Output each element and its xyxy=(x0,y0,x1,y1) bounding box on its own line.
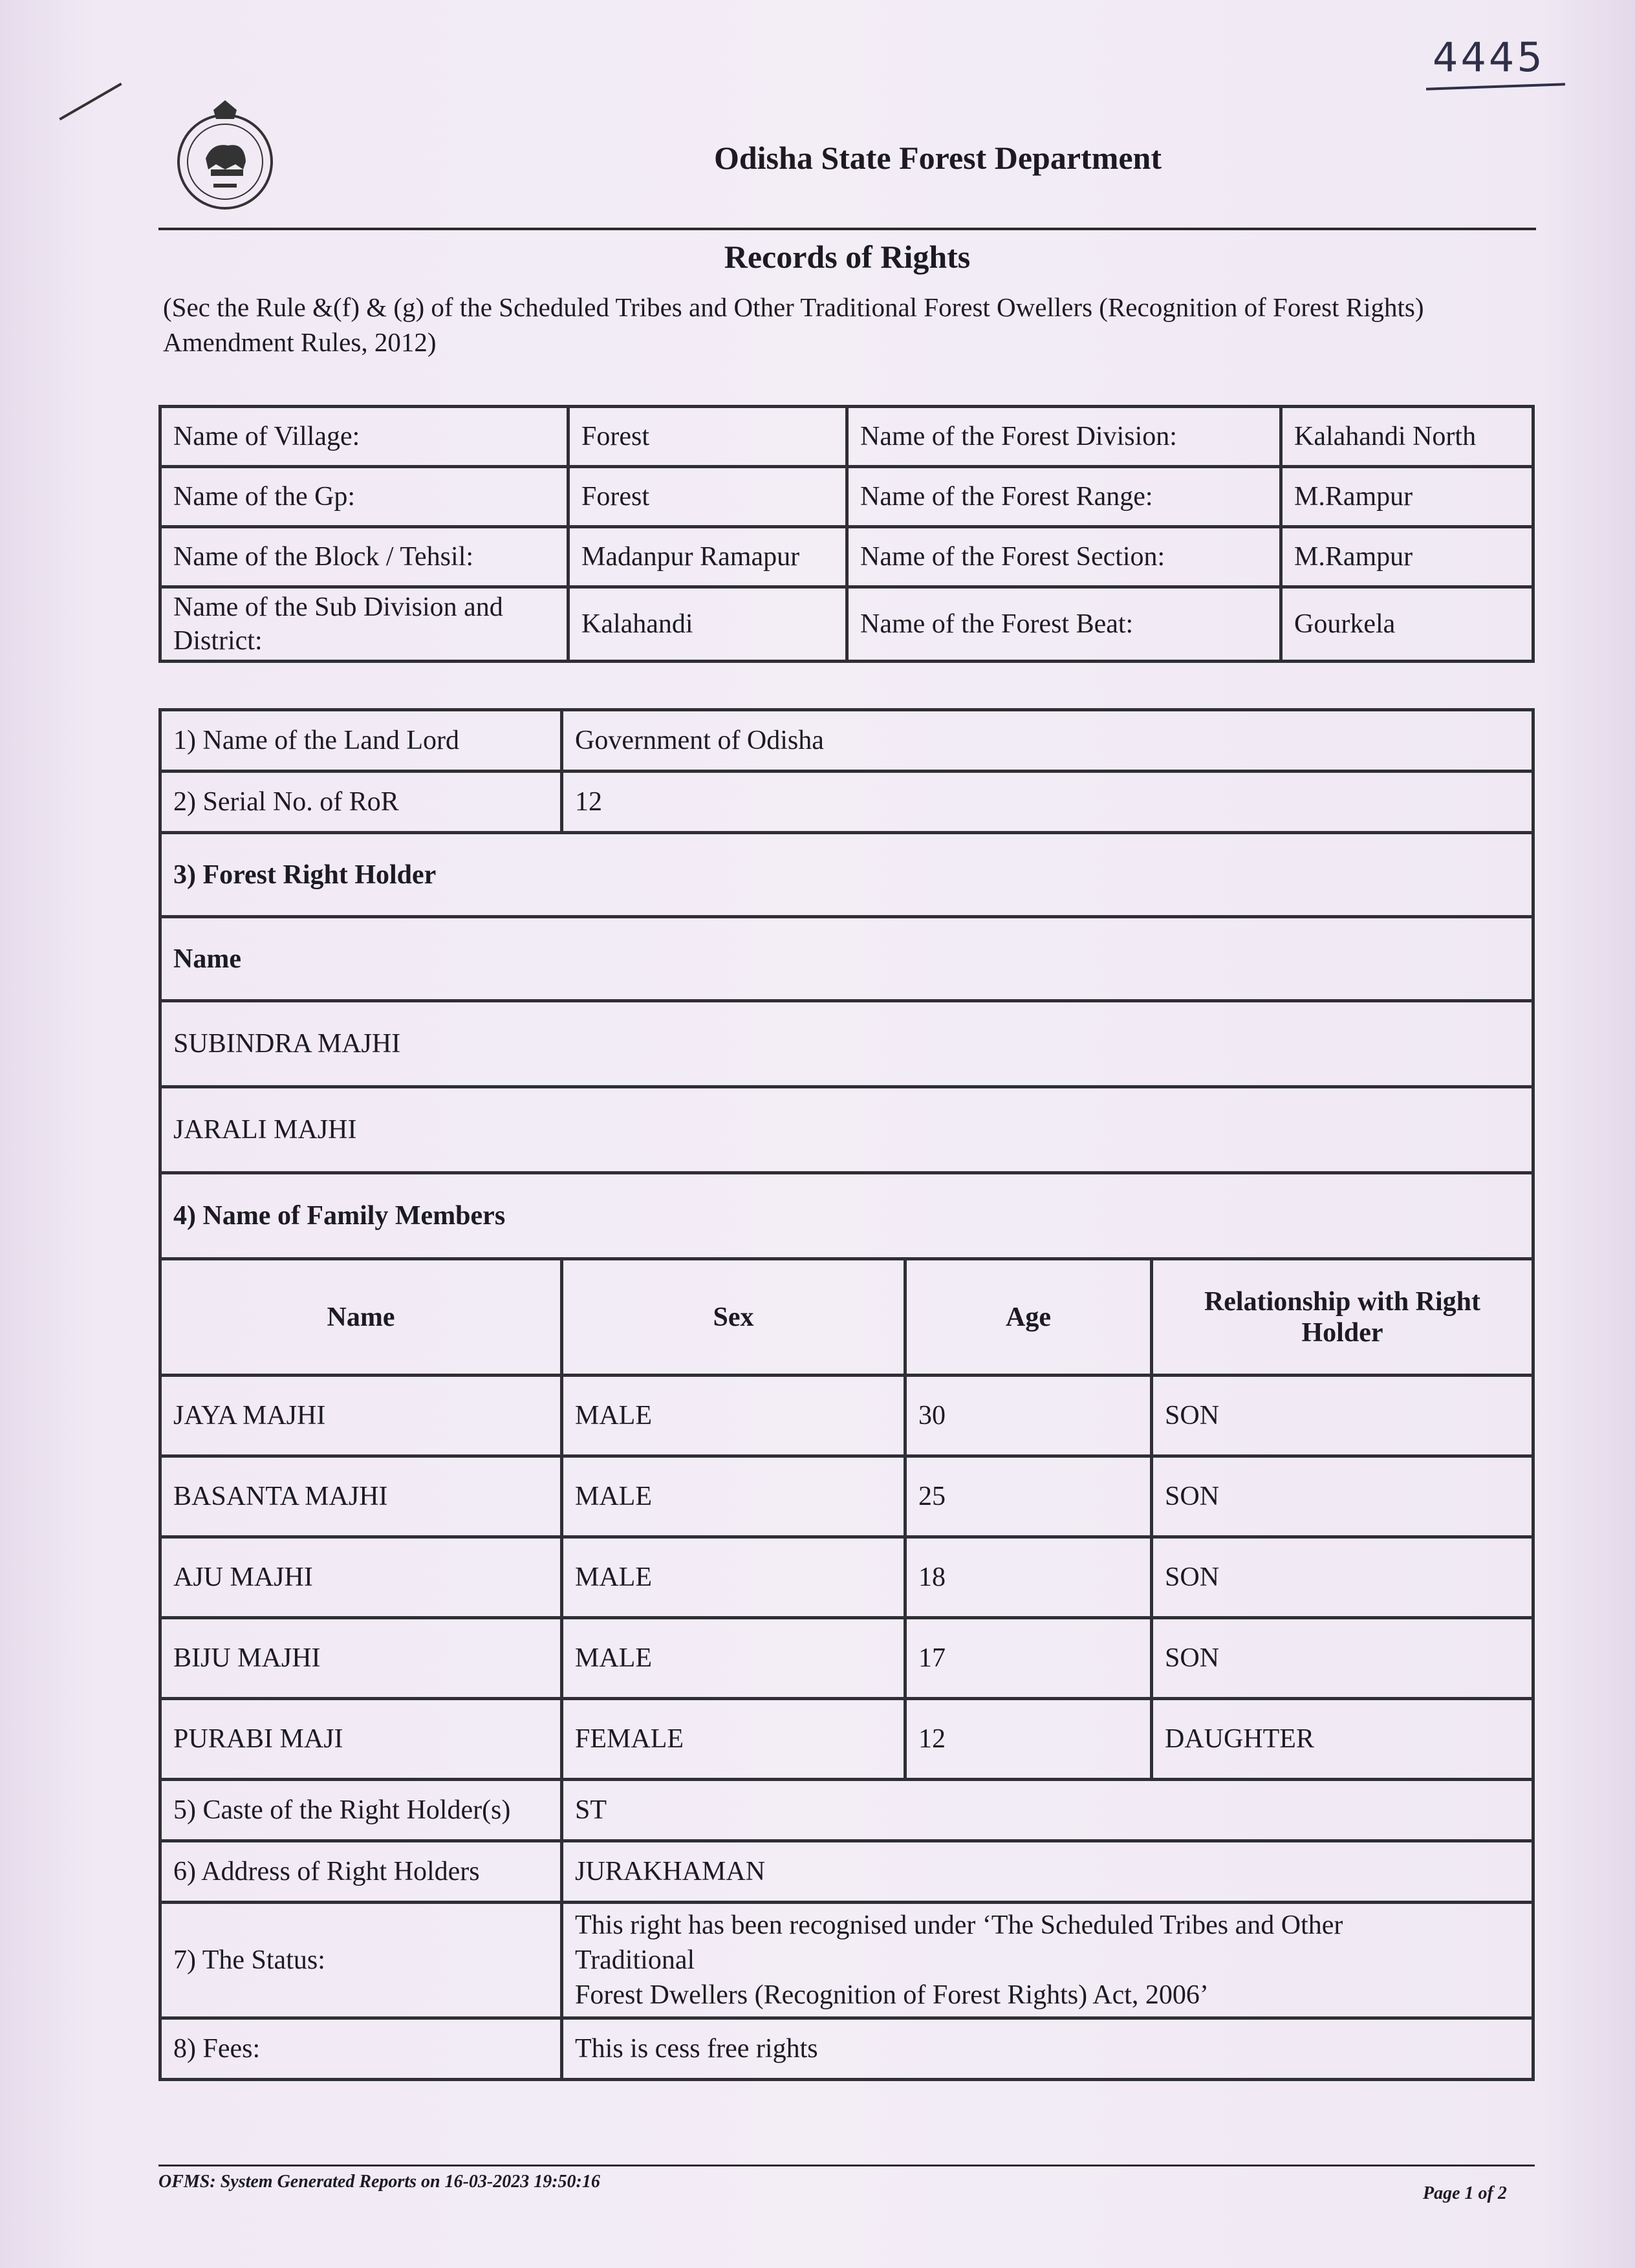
member-relation: DAUGHTER xyxy=(1152,1699,1533,1780)
table-row xyxy=(160,1001,1533,1087)
village-label: Name of Village: xyxy=(160,407,568,467)
block-label: Name of the Block / Tehsil: xyxy=(160,527,568,587)
footer-divider xyxy=(158,2165,1535,2166)
landlord-value: Government of Odisha xyxy=(562,710,1533,772)
address-label: 6) Address of Right Holders xyxy=(160,1841,562,1903)
table-row xyxy=(160,1841,1533,1903)
family-col-sex: Sex xyxy=(562,1259,905,1376)
handwritten-page-number: 4445 xyxy=(1433,34,1545,81)
table-row xyxy=(160,1903,1533,2018)
member-sex: MALE xyxy=(562,1456,905,1537)
location-table xyxy=(158,405,1535,663)
table-row xyxy=(160,1456,1533,1537)
member-age: 25 xyxy=(905,1456,1152,1537)
section-label: Name of the Forest Section: xyxy=(847,527,1281,587)
fees-label: 8) Fees: xyxy=(160,2018,562,2080)
odisha-emblem-icon xyxy=(173,97,277,213)
holder-heading: 3) Forest Right Holder xyxy=(160,833,1533,917)
table-row xyxy=(160,772,1533,833)
range-value: M.Rampur xyxy=(1281,467,1533,527)
beat-value: Gourkela xyxy=(1281,587,1533,662)
holder-name: SUBINDRA MAJHI xyxy=(160,1001,1533,1087)
fees-value: This is cess free rights xyxy=(562,2018,1533,2080)
member-relation: SON xyxy=(1152,1456,1533,1537)
member-age: 12 xyxy=(905,1699,1152,1780)
member-name: AJU MAJHI xyxy=(160,1537,562,1618)
address-value: JURAKHAMAN xyxy=(562,1841,1533,1903)
subdiv-label: Name of the Sub Division and District: xyxy=(160,587,568,662)
caste-value: ST xyxy=(562,1780,1533,1841)
table-row xyxy=(160,407,1533,467)
page-indicator: Page 1 of 2 xyxy=(1423,2183,1507,2203)
section-value: M.Rampur xyxy=(1281,527,1533,587)
department-title: Odisha State Forest Department xyxy=(713,140,1162,176)
table-row xyxy=(160,1780,1533,1841)
member-name: JAYA MAJHI xyxy=(160,1376,562,1456)
village-value: Forest xyxy=(568,407,847,467)
status-line: Traditional xyxy=(575,1945,695,1975)
member-sex: FEMALE xyxy=(562,1699,905,1780)
name-heading: Name xyxy=(160,917,1533,1001)
table-row xyxy=(160,1699,1533,1780)
division-label: Name of the Forest Division: xyxy=(847,407,1281,467)
family-col-name: Name xyxy=(160,1259,562,1376)
caste-label: 5) Caste of the Right Holder(s) xyxy=(160,1780,562,1841)
member-name: PURABI MAJI xyxy=(160,1699,562,1780)
table-row xyxy=(160,1537,1533,1618)
status-value xyxy=(562,1903,1533,2018)
subdiv-value: Kalahandi xyxy=(568,587,847,662)
table-row xyxy=(160,527,1533,587)
family-header-row xyxy=(160,1259,1533,1376)
member-relation: SON xyxy=(1152,1537,1533,1618)
status-label: 7) The Status: xyxy=(160,1903,562,2018)
table-row xyxy=(160,467,1533,527)
division-value: Kalahandi North xyxy=(1281,407,1533,467)
table-row xyxy=(160,833,1533,917)
handwritten-underline xyxy=(1426,83,1565,91)
generated-timestamp: OFMS: System Generated Reports on 16-03-2023 19:50:16 xyxy=(158,2172,600,2192)
range-label: Name of the Forest Range: xyxy=(847,467,1281,527)
member-sex: MALE xyxy=(562,1537,905,1618)
member-name: BASANTA MAJHI xyxy=(160,1456,562,1537)
document-title: Records of Rights xyxy=(724,239,971,275)
status-line: Forest Dwellers (Recognition of Forest Rights) Act, 2006’ xyxy=(575,1980,1209,2010)
block-value: Madanpur Ramapur xyxy=(568,527,847,587)
table-row xyxy=(160,1618,1533,1699)
family-heading: 4) Name of Family Members xyxy=(160,1173,1533,1259)
gp-label: Name of the Gp: xyxy=(160,467,568,527)
member-name: BIJU MAJHI xyxy=(160,1618,562,1699)
table-row xyxy=(160,2018,1533,2080)
rule-reference: (Sec the Rule &(f) & (g) of the Scheduled Tribes and Other Traditional Forest Owellers (Recognition of Forest Rights) Amendment Rules, 2012) xyxy=(163,292,1424,357)
gp-value: Forest xyxy=(568,467,847,527)
beat-label: Name of the Forest Beat: xyxy=(847,587,1281,662)
header-divider xyxy=(158,228,1536,230)
member-sex: MALE xyxy=(562,1376,905,1456)
holder-name: JARALI MAJHI xyxy=(160,1087,1533,1173)
serial-label: 2) Serial No. of RoR xyxy=(160,772,562,833)
member-sex: MALE xyxy=(562,1618,905,1699)
landlord-label: 1) Name of the Land Lord xyxy=(160,710,562,772)
member-age: 30 xyxy=(905,1376,1152,1456)
table-row xyxy=(160,1173,1533,1259)
status-line: This right has been recognised under ‘The Scheduled Tribes and Other xyxy=(575,1910,1343,1940)
table-row xyxy=(160,917,1533,1001)
table-row xyxy=(160,1376,1533,1456)
pen-mark xyxy=(59,83,122,120)
member-age: 18 xyxy=(905,1537,1152,1618)
member-relation: SON xyxy=(1152,1618,1533,1699)
table-row xyxy=(160,710,1533,772)
serial-value: 12 xyxy=(562,772,1533,833)
record-table xyxy=(158,708,1535,2081)
table-row xyxy=(160,587,1533,662)
family-col-relation: Relationship with Right Holder xyxy=(1152,1259,1533,1376)
table-row xyxy=(160,1087,1533,1173)
member-relation: SON xyxy=(1152,1376,1533,1456)
family-col-age: Age xyxy=(905,1259,1152,1376)
member-age: 17 xyxy=(905,1618,1152,1699)
